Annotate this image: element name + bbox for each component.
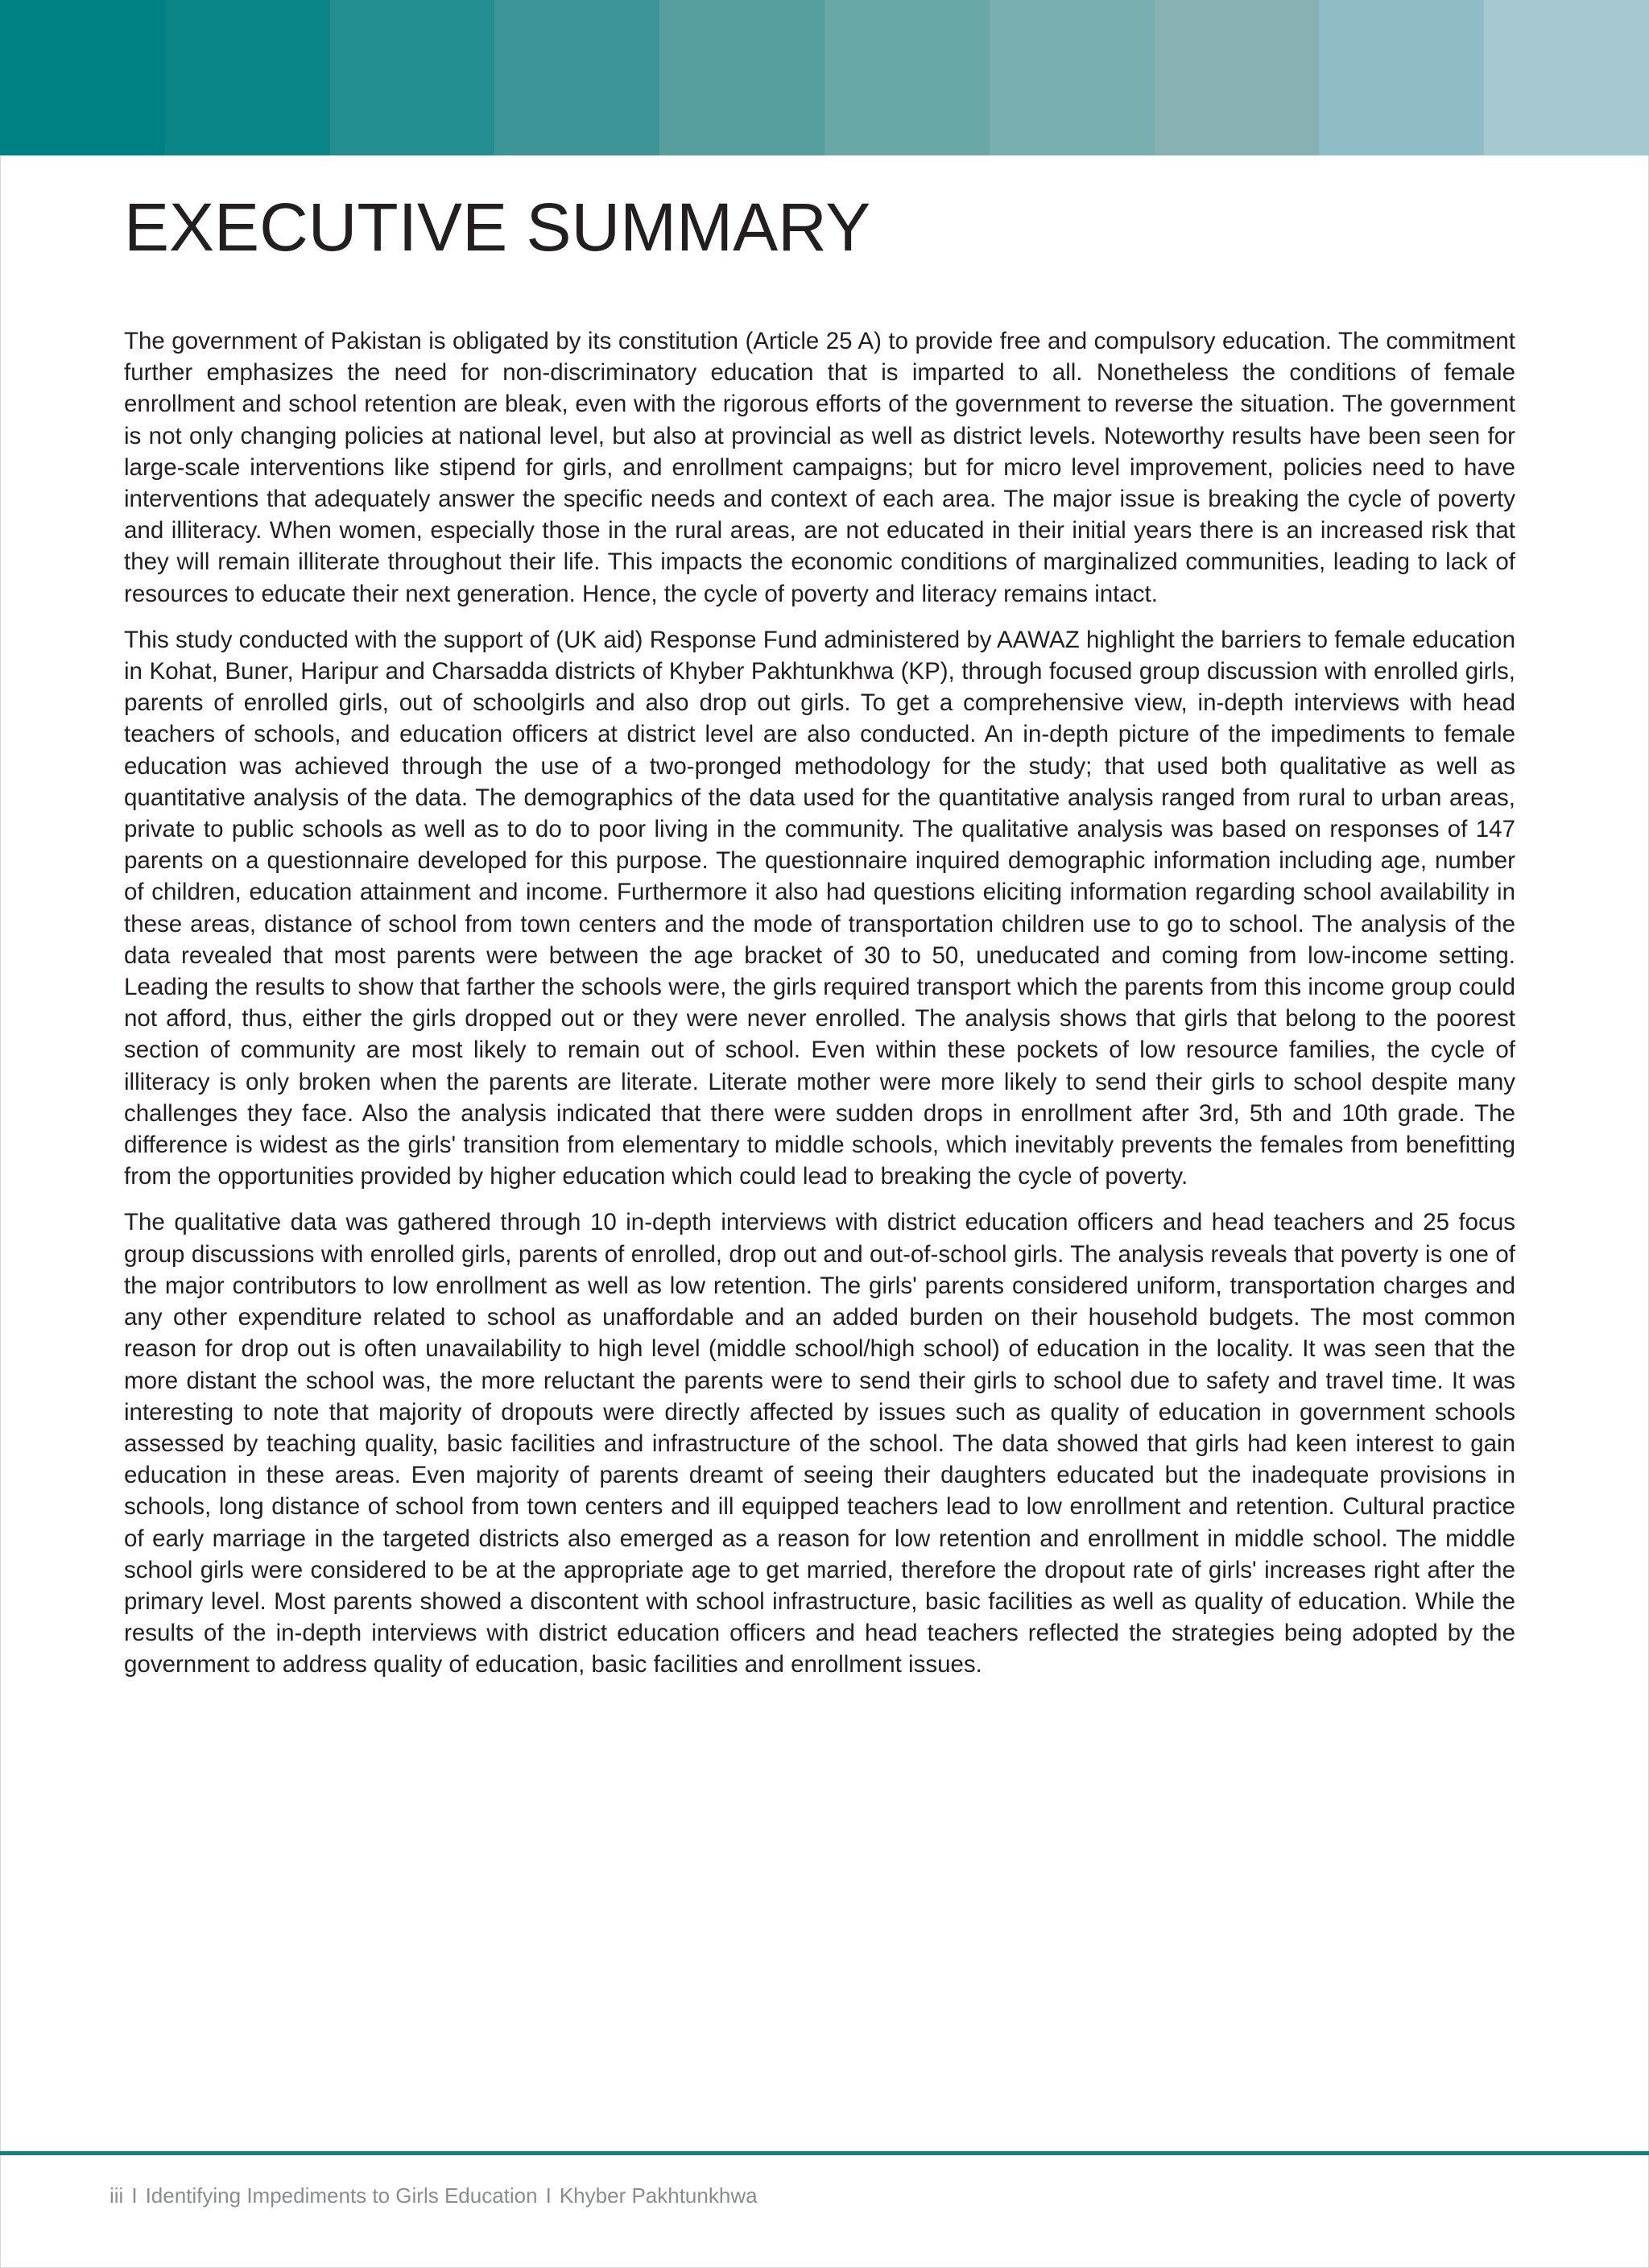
band-swatch	[0, 0, 165, 155]
band-swatch	[1319, 0, 1484, 155]
summary-body	[124, 325, 1515, 1695]
page-footer	[110, 2183, 758, 2208]
footer-report-title: Identifying Impediments to Girls Education	[145, 2183, 538, 2208]
summary-paragraph-2: This study conducted with the support of (UK aid) Response Fund administered by AAWAZ highlight the barriers to female education in Kohat, Buner, Haripur and Charsadda districts of Khyber Pakhtunkhwa (KP), through focused group discussion with enrolled girls, parents of enrolled girls, out of schoolgirls and also drop out girls. To get a comprehensive view, in-depth interviews with head teachers of schools, and education officers at district level are also conducted. An in-depth picture of the impediments to female education was achieved through the use of a two-pronged methodology for the study; that used both qualitative as well as quantitative analysis of the data. The demographics of the data used for the quantitative analysis ranged from rural to urban areas, private to public schools as well as to do to poor living in the community. The qualitative analysis was based on responses of 147 parents on a questionnaire developed for this purpose. The questionnaire inquired demographic information including age, number of children, education attainment and income. Furthermore it also had questions eliciting information regarding school availability in these areas, distance of school from town centers and the mode of transportation children use to go to school. The analysis of the data revealed that most parents were between the age bracket of 30 to 50, uneducated and coming from low-income setting. Leading the results to show that farther the schools were, the girls required transport which the parents from this income group could not afford, thus, either the girls dropped out or they were never enrolled. The analysis shows that girls that belong to the poorest section of community are most likely to remain out of school. Even within these pockets of low resource families, the cycle of illiteracy is only broken when the parents are literate. Literate mother were more likely to send their girls to school despite many challenges they face. Also the analysis indicated that there were sudden drops in enrollment after 3rd, 5th and 10th grade. The difference is widest as the girls' transition from elementary to middle schools, which inevitably prevents the females from benefitting from the opportunities provided by higher education which could lead to breaking the cycle of poverty.	[124, 626, 1515, 1190]
band-swatch	[165, 0, 330, 155]
band-swatch	[330, 0, 495, 155]
footer-separator: I	[131, 2183, 138, 2208]
footer-region: Khyber Pakhtunkhwa	[559, 2183, 758, 2208]
band-swatch	[494, 0, 659, 155]
band-swatch	[990, 0, 1155, 155]
page-title: EXECUTIVE SUMMARY	[124, 189, 871, 265]
band-swatch	[1484, 0, 1649, 155]
header-color-band	[0, 0, 1649, 155]
page-number: iii	[110, 2183, 124, 2208]
summary-paragraph-3: The qualitative data was gathered through 10 in-depth interviews with district education officers and head teachers and 25 focus group discussions with enrolled girls, parents of enrolled, drop out and out-of-school girls. The analysis reveals that poverty is one of the major contributors to low enrollment as well as low retention. The girls' parents considered uniform, transportation charges and any other expenditure related to school as unaffordable and an added burden on their household budgets. The most common reason for drop out is often unavailability to high level (middle school/high school) of education in the locality. It was seen that the more distant the school was, the more reluctant the parents were to send their girls to school due to safety and travel time. It was interesting to note that majority of dropouts were directly affected by issues such as quality of education in government schools assessed by teaching quality, basic facilities and infrastructure of the school. The data showed that girls had keen interest to gain education in these areas. Even majority of parents dreamt of seeing their daughters educated but the inadequate provisions in schools, long distance of school from town centers and ill equipped teachers lead to low enrollment and retention. Cultural practice of early marriage in the targeted districts also emerged as a reason for low retention and enrollment in middle school. The middle school girls were considered to be at the appropriate age to get married, therefore the dropout rate of girls' increases right after the primary level. Most parents showed a discontent with school infrastructure, basic facilities as well as quality of education. While the results of the in-depth interviews with district education officers and head teachers reflected the strategies being adopted by the government to address quality of education, basic facilities and enrollment issues.	[124, 1209, 1515, 1678]
footer-rule	[0, 2151, 1649, 2155]
footer-separator: I	[545, 2183, 552, 2208]
summary-paragraph-1: The government of Pakistan is obligated by its constitution (Article 25 A) to provide free and compulsory education. The commitment further emphasizes the need for non-discriminatory education that is imparted to all. Nonetheless the conditions of female enrollment and school retention are bleak, even with the rigorous efforts of the government to reverse the situation. The government is not only changing policies at national level, but also at provincial as well as district levels. Noteworthy results have been seen for large-scale interventions like stipend for girls, and enrollment campaigns; but for micro level improvement, policies need to have interventions that adequately answer the specific needs and context of each area. The major issue is breaking the cycle of poverty and illiteracy. When women, especially those in the rural areas, are not educated in their initial years there is an increased risk that they will remain illiterate throughout their life. This impacts the economic conditions of marginalized communities, leading to lack of resources to educate their next generation. Hence, the cycle of poverty and literacy remains intact.	[124, 328, 1515, 607]
band-swatch	[659, 0, 824, 155]
band-swatch	[824, 0, 990, 155]
band-swatch	[1155, 0, 1320, 155]
